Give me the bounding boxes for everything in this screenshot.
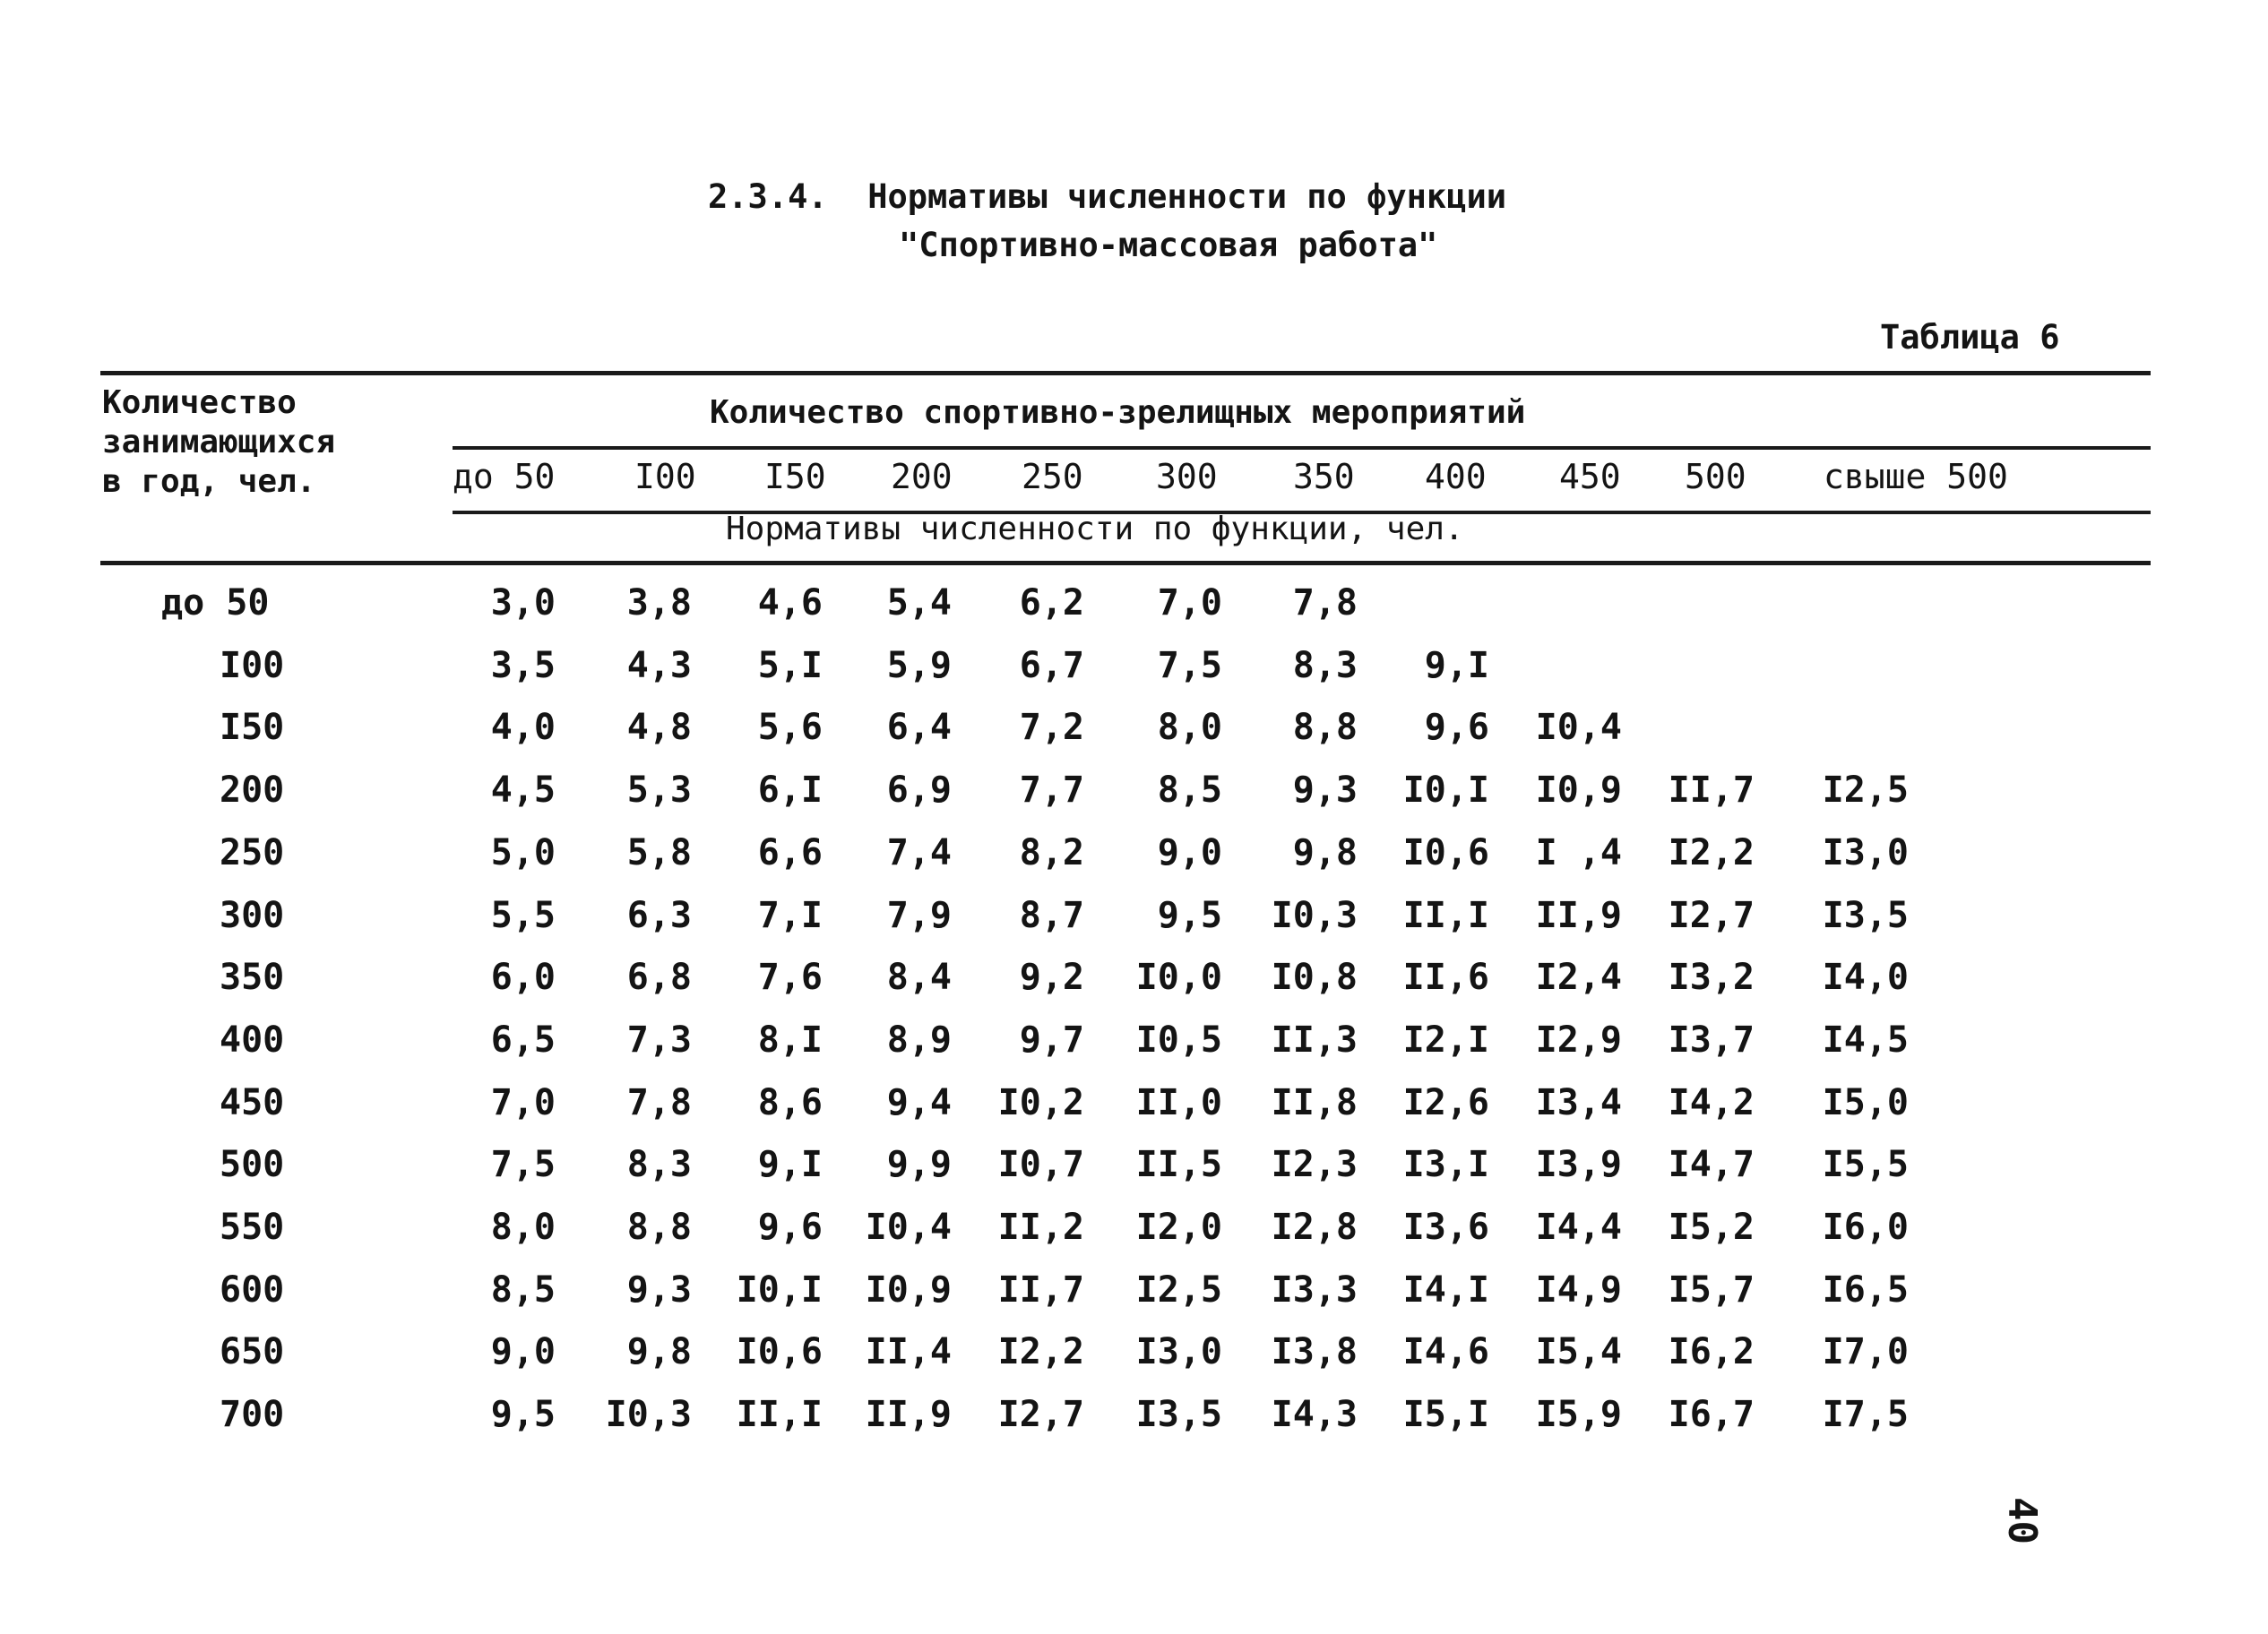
row-label: 600 [220,1268,285,1311]
table-cell: II,I [1402,894,1489,936]
table-cell: I0,I [736,1268,823,1311]
table-cell: 8,3 [626,1144,692,1186]
table-cell: I2,I [1402,1019,1489,1061]
table-cell: 5,3 [626,770,692,812]
table-cell: I0,3 [1271,894,1358,936]
table-cell: 9,I [1424,644,1489,686]
table-cell: II,4 [865,1331,952,1373]
table-cell: II,8 [1271,1081,1358,1123]
table-cell: 8,0 [490,1207,556,1248]
stub-header-line-1: Количество [102,384,297,421]
table-cell: I5,9 [1535,1394,1622,1436]
table-cell: 9,7 [1019,1019,1084,1061]
table-cell: I0,9 [865,1268,952,1311]
table-cell: 7,9 [886,894,952,936]
table-cell: 8,8 [626,1207,692,1248]
table-cell: I3,4 [1535,1081,1622,1123]
table-cell: I4,I [1402,1268,1489,1311]
table-cell: I4,5 [1822,1019,1909,1061]
page-number: 40 [1998,1497,2045,1544]
table-cell: I6,2 [1668,1331,1755,1373]
row-label: 250 [220,831,285,873]
column-header: 450 [1559,457,1621,496]
table-cell: 9,8 [626,1331,692,1373]
table-cell: 3,5 [490,644,556,686]
row-label: 300 [220,894,285,936]
table-cell: 9,8 [1292,831,1358,873]
table-cell: II,9 [865,1394,952,1436]
table-top-rule [100,371,2151,375]
table-cell: 7,I [757,894,823,936]
row-label: I00 [220,644,285,686]
table-cell: I3,5 [1822,894,1909,936]
table-cell: 8,9 [886,1019,952,1061]
table-cell: I7,5 [1822,1394,1909,1436]
table-cell: I3,3 [1271,1268,1358,1311]
table-cell: 5,0 [490,831,556,873]
row-label: 700 [220,1394,285,1436]
table-cell: II,0 [1135,1081,1222,1123]
table-cell: 9,4 [886,1081,952,1123]
table-cell: II,5 [1135,1144,1222,1186]
table-cell: I4,4 [1535,1207,1622,1248]
table-cell: I5,0 [1822,1081,1909,1123]
table-cell: I4,3 [1271,1394,1358,1436]
table-cell: I3,9 [1535,1144,1622,1186]
table-cell: 7,3 [626,1019,692,1061]
table-cell: I2,5 [1822,770,1909,812]
table-cell: 8,8 [1292,707,1358,749]
table-cell: I5,4 [1535,1331,1622,1373]
table-cell: 3,8 [626,582,692,624]
table-cell: 7,6 [757,957,823,999]
table-cell: I0,2 [997,1081,1084,1123]
table-cell: I2,7 [997,1394,1084,1436]
table-cell: 7,8 [1292,582,1358,624]
table-cell: I4,2 [1668,1081,1755,1123]
table-cell: 6,6 [757,831,823,873]
table-cell: I4,9 [1535,1268,1622,1311]
table-cell: 3,0 [490,582,556,624]
table-cell: II,6 [1402,957,1489,999]
table-cell: 7,0 [490,1081,556,1123]
table-cell: 4,5 [490,770,556,812]
table-cell: I5,I [1402,1394,1489,1436]
table-cell: 7,0 [1157,582,1222,624]
table-cell: 6,2 [1019,582,1084,624]
table-cell: I2,2 [1668,831,1755,873]
table-cell: I0,0 [1135,957,1222,999]
table-cell: 5,5 [490,894,556,936]
section-subtitle: "Спортивно-массовая работа" [899,226,1438,264]
row-label: 200 [220,770,285,812]
table-cell: 5,8 [626,831,692,873]
row-label: до 50 [161,582,270,624]
table-cell: 9,3 [626,1268,692,1311]
table-cell: I0,I [1402,770,1489,812]
table-cell: I2,6 [1402,1081,1489,1123]
table-cell: I3,2 [1668,957,1755,999]
table-cell: 8,5 [1157,770,1222,812]
table-cell: 7,5 [1157,644,1222,686]
column-header: 250 [1022,457,1083,496]
table-cell: 9,I [757,1144,823,1186]
column-header: свыше 500 [1824,457,2008,496]
table-cell: I0,3 [605,1394,692,1436]
table-header-bottom-rule [100,561,2151,565]
table-cell: I0,4 [1535,707,1622,749]
table-cell: II,7 [1668,770,1755,812]
group-header-rule [453,446,2151,450]
row-label: 550 [220,1207,285,1248]
column-header: I50 [764,457,826,496]
table-cell: I2,0 [1135,1207,1222,1248]
table-cell: 9,0 [1157,831,1222,873]
table-cell: II,I [736,1394,823,1436]
table-cell: 6,3 [626,894,692,936]
row-label: I50 [220,707,285,749]
table-cell: 9,9 [886,1144,952,1186]
table-cell: I5,2 [1668,1207,1755,1248]
table-cell: 8,3 [1292,644,1358,686]
stub-header-line-2: занимающихся [102,424,336,460]
table-cell: I0,4 [865,1207,952,1248]
row-label: 450 [220,1081,285,1123]
table-cell: 8,6 [757,1081,823,1123]
table-cell: I ,4 [1535,831,1622,873]
table-cell: I3,0 [1135,1331,1222,1373]
table-cell: 4,3 [626,644,692,686]
table-cell: 6,9 [886,770,952,812]
table-cell: I3,6 [1402,1207,1489,1248]
table-cell: 8,5 [490,1268,556,1311]
table-cell: 9,0 [490,1331,556,1373]
table-cell: 9,5 [490,1394,556,1436]
table-cell: 7,5 [490,1144,556,1186]
table-cell: I4,6 [1402,1331,1489,1373]
row-label: 650 [220,1331,285,1373]
table-cell: I2,2 [997,1331,1084,1373]
table-cell: 9,6 [1424,707,1489,749]
row-label: 500 [220,1144,285,1186]
table-cell: 6,8 [626,957,692,999]
table-cell: I2,3 [1271,1144,1358,1186]
table-label: Таблица 6 [1880,318,2060,357]
column-header: I00 [634,457,696,496]
table-cell: I6,5 [1822,1268,1909,1311]
column-header: 500 [1685,457,1746,496]
table-cell: 8,0 [1157,707,1222,749]
stub-header-line-3: в год, чел. [102,463,316,500]
table-cell: I5,7 [1668,1268,1755,1311]
table-cell: 5,4 [886,582,952,624]
table-cell: 6,7 [1019,644,1084,686]
table-cell: I7,0 [1822,1331,1909,1373]
table-cell: 7,2 [1019,707,1084,749]
table-cell: 5,I [757,644,823,686]
table-cell: I2,5 [1135,1268,1222,1311]
table-cell: 8,7 [1019,894,1084,936]
table-cell: I0,5 [1135,1019,1222,1061]
table-cell: 9,5 [1157,894,1222,936]
column-header: 300 [1156,457,1218,496]
table-cell: I0,6 [736,1331,823,1373]
table-cell: 9,2 [1019,957,1084,999]
table-cell: 8,4 [886,957,952,999]
table-cell: 8,2 [1019,831,1084,873]
column-header: 400 [1425,457,1487,496]
table-cell: I6,0 [1822,1207,1909,1248]
table-cell: 7,7 [1019,770,1084,812]
group-header: Количество спортивно-зрелищных мероприятий [710,394,1526,431]
section-title: 2.3.4. Нормативы численности по функции [708,177,1507,216]
row-label: 350 [220,957,285,999]
table-cell: 5,6 [757,707,823,749]
table-cell: 6,I [757,770,823,812]
table-cell: 6,5 [490,1019,556,1061]
table-cell: I3,0 [1822,831,1909,873]
table-cell: 7,4 [886,831,952,873]
table-cell: I6,7 [1668,1394,1755,1436]
table-cell: I3,I [1402,1144,1489,1186]
table-cell: I4,0 [1822,957,1909,999]
column-header: до 50 [453,457,556,496]
column-header: 200 [891,457,953,496]
table-cell: I0,7 [997,1144,1084,1186]
table-cell: I2,4 [1535,957,1622,999]
stub-header [102,383,335,502]
table-cell: I0,6 [1402,831,1489,873]
table-cell: I2,9 [1535,1019,1622,1061]
table-cell: I0,9 [1535,770,1622,812]
table-cell: I2,7 [1668,894,1755,936]
table-cell: I2,8 [1271,1207,1358,1248]
sub-header: Нормативы численности по функции, чел. [726,511,1464,547]
table-cell: I3,8 [1271,1331,1358,1373]
table-cell: II,7 [997,1268,1084,1311]
table-cell: 8,I [757,1019,823,1061]
table-cell: I5,5 [1822,1144,1909,1186]
table-cell: II,9 [1535,894,1622,936]
column-header: 350 [1293,457,1355,496]
table-cell: II,3 [1271,1019,1358,1061]
table-cell: I3,7 [1668,1019,1755,1061]
table-cell: 6,4 [886,707,952,749]
table-cell: I0,8 [1271,957,1358,999]
table-cell: 4,6 [757,582,823,624]
table-cell: 7,8 [626,1081,692,1123]
table-cell: 4,8 [626,707,692,749]
table-cell: I4,7 [1668,1144,1755,1186]
table-cell: 4,0 [490,707,556,749]
table-cell: II,2 [997,1207,1084,1248]
table-cell: 6,0 [490,957,556,999]
table-cell: 9,3 [1292,770,1358,812]
row-label: 400 [220,1019,285,1061]
table-cell: I3,5 [1135,1394,1222,1436]
table-cell: 9,6 [757,1207,823,1248]
table-cell: 5,9 [886,644,952,686]
